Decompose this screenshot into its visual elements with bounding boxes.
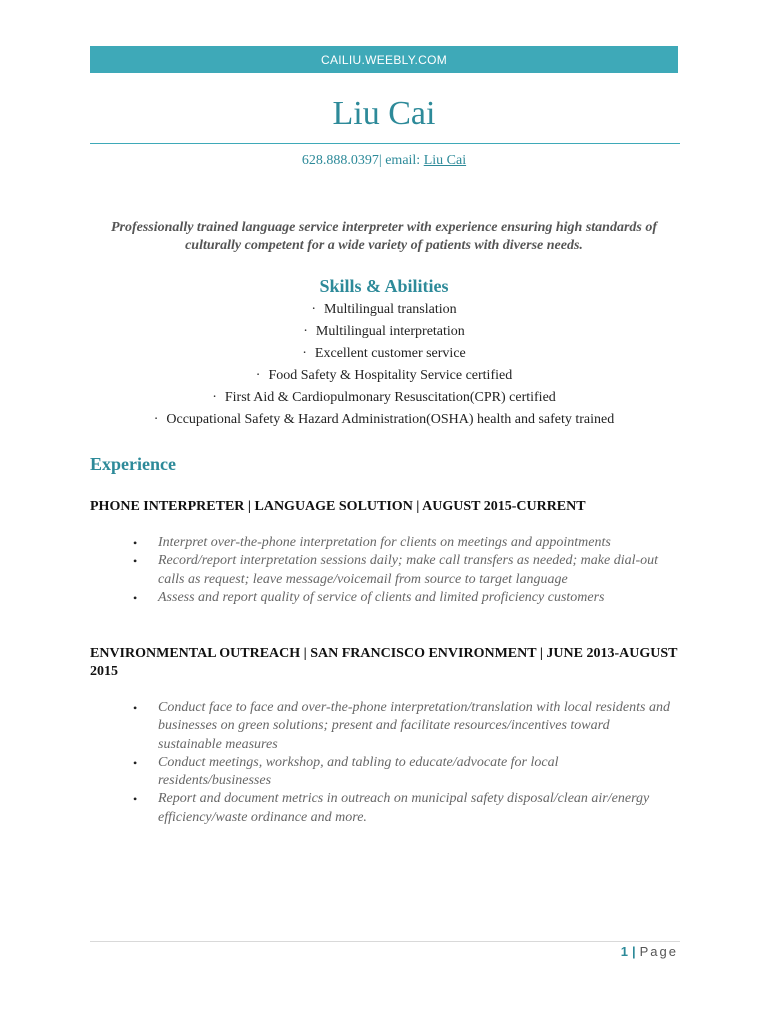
skill-text: Multilingual interpretation: [315, 324, 465, 339]
skill-text: First Aid & Cardiopulmonary Resuscitation(CPR) certified: [224, 390, 556, 405]
skill-text: Occupational Safety & Hazard Administration(OSHA) health and safety trained: [166, 412, 615, 427]
bullet-dot: ·: [255, 368, 261, 383]
job-bullet: [133, 754, 673, 791]
skills-heading: Skills & Abilities: [319, 276, 449, 296]
page-number: 1: [620, 944, 630, 959]
candidate-name: Liu Cai: [332, 95, 436, 132]
email-prefix: | email:: [378, 153, 424, 168]
job-bullet: [133, 699, 673, 754]
bullet-icon: •: [133, 755, 138, 770]
skill-item: [0, 365, 768, 387]
experience-heading: Experience: [90, 454, 176, 474]
phone-number: 628.888.0397: [301, 153, 379, 168]
bullet-text: Conduct face to face and over-the-phone interpretation/translation with local residents and businesses on green solutions; present and facilitate resources/incentives toward sustainable measures: [158, 700, 670, 752]
bullet-icon: •: [133, 590, 138, 605]
bullet-text: Report and document metrics in outreach on municipal safety disposal/clean air/energy efficiency/waste ordinance and more.: [158, 791, 650, 825]
job-bullets-environmental-outreach: [133, 699, 673, 827]
bullet-icon: •: [133, 701, 138, 715]
bullet-dot: ·: [311, 302, 317, 317]
page-footer: [520, 944, 678, 960]
job-bullets-phone-interpreter: [133, 534, 673, 607]
job-bullet: [133, 589, 673, 607]
skills-list: [0, 299, 768, 431]
job-heading-environmental-outreach: ENVIRONMENTAL OUTREACH | SAN FRANCISCO ENVIRONMENT | JUNE 2013-AUGUST 2015: [90, 646, 678, 679]
website-url[interactable]: CAILIU.WEEBLY.COM: [320, 52, 448, 67]
bullet-text: Record/report interpretation sessions daily; make call transfers as needed; make dial-out calls as request; leave message/voicemail from source to target language: [158, 553, 659, 587]
skill-item: [0, 387, 768, 409]
bullet-dot: ·: [212, 390, 217, 405]
bullet-dot: ·: [153, 412, 159, 427]
skill-text: Excellent customer service: [314, 346, 466, 361]
bullet-dot: ·: [303, 324, 308, 339]
page-label: Page: [639, 944, 678, 959]
job-heading-phone-interpreter: PHONE INTERPRETER | LANGUAGE SOLUTION | AUGUST 2015-CURRENT: [90, 499, 586, 514]
contact-line: [0, 152, 768, 170]
job-bullet: [133, 552, 673, 589]
bullet-icon: •: [133, 792, 138, 807]
skill-text: Multilingual translation: [324, 302, 457, 317]
footer-separator: |: [631, 944, 638, 959]
bullet-text: Interpret over-the-phone interpretation for clients on meetings and appointments: [158, 535, 611, 550]
email-link[interactable]: Liu Cai: [423, 153, 467, 168]
professional-summary: Professionally trained language service interpreter with experience ensuring high standards of culturally competent for a wide variety of patients with diverse needs.: [110, 220, 658, 253]
header-divider: [90, 143, 680, 144]
skill-item: [0, 321, 768, 343]
website-banner: [90, 46, 678, 73]
bullet-text: Conduct meetings, workshop, and tabling to educate/advocate for local residents/businesses: [158, 754, 559, 789]
bullet-icon: •: [133, 536, 138, 550]
skill-item: [0, 299, 768, 321]
bullet-text: Assess and report quality of service of clients and limited proficiency customers: [158, 589, 605, 605]
bullet-icon: •: [133, 554, 138, 569]
job-bullet: [133, 534, 673, 552]
skill-text: Food Safety & Hospitality Service certified: [268, 368, 513, 383]
skill-item: [0, 343, 768, 365]
skill-item: [0, 409, 768, 431]
footer-divider: [90, 941, 680, 942]
job-bullet: [133, 790, 673, 827]
bullet-dot: ·: [302, 346, 307, 361]
